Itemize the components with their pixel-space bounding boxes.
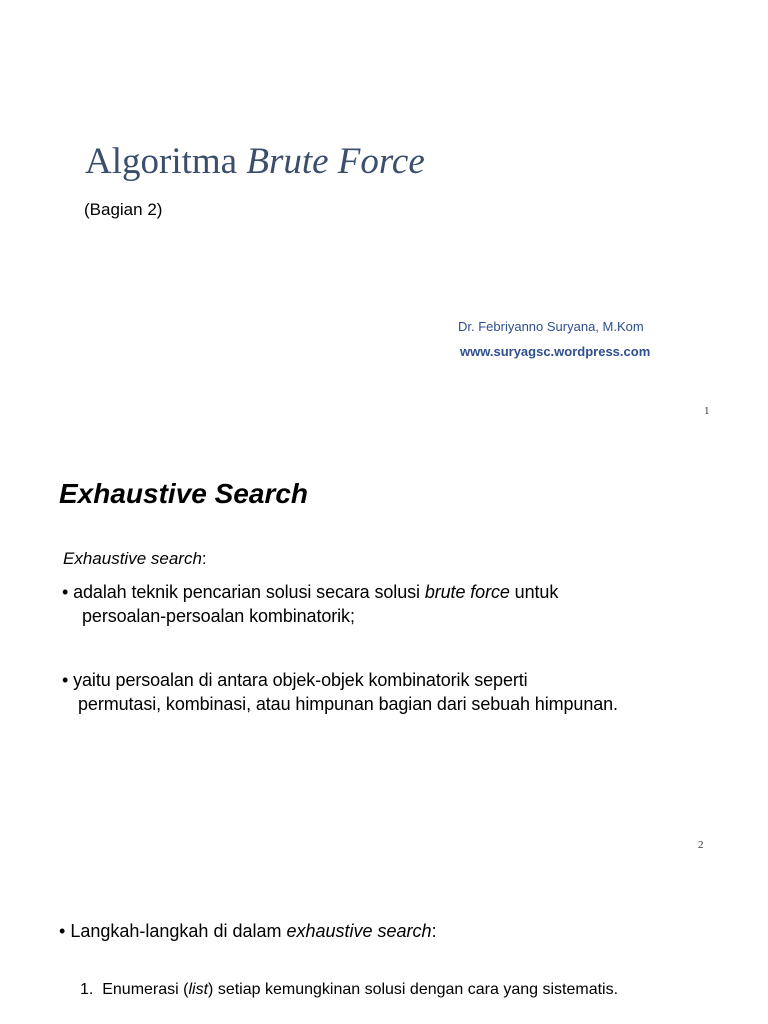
- slide1-title: [85, 140, 425, 183]
- author-name: Dr. Febriyanno Suryana, M.Kom: [458, 319, 644, 334]
- bullet-1-after: untuk: [509, 582, 559, 602]
- bullet-1-italic: brute force: [424, 582, 510, 602]
- slide3-bullet: [59, 921, 437, 942]
- title-plain: Algoritma: [85, 141, 247, 182]
- step-text: Enumerasi (: [102, 981, 189, 998]
- intro-colon: :: [201, 549, 207, 568]
- bullet-icon: •: [62, 582, 69, 602]
- step-text-after: ) setiap kemungkinan solusi dengan cara yang sistematis.: [208, 981, 619, 998]
- bullet-1-line-1: [62, 582, 558, 603]
- bullet-1-line-2: persoalan-persoalan kombinatorik;: [82, 606, 355, 626]
- page-number-1: 1: [704, 405, 710, 417]
- page-number-2: 2: [698, 839, 704, 851]
- slide1-subtitle: (Bagian 2): [84, 200, 163, 219]
- step-1: [80, 981, 618, 999]
- bullet-icon: •: [59, 921, 66, 941]
- slide2-title: Exhaustive Search: [59, 478, 309, 509]
- bullet-1-text: adalah teknik pencarian solusi secara solusi: [73, 582, 425, 602]
- bullet-2-line-2: permutasi, kombinasi, atau himpunan bagian dari sebuah himpunan.: [78, 694, 618, 714]
- slide3-bullet-colon: :: [431, 921, 437, 941]
- step-number: 1.: [80, 981, 94, 998]
- bullet-icon: •: [62, 670, 69, 690]
- author-url: www.suryagsc.wordpress.com: [460, 344, 651, 359]
- bullet-2-line-1: [62, 670, 528, 691]
- intro-term: Exhaustive search: [63, 549, 202, 568]
- bullet-2-text: yaitu persoalan di antara objek-objek kombinatorik seperti: [73, 670, 528, 690]
- step-italic: list: [188, 981, 209, 998]
- slide3-bullet-italic: exhaustive search: [286, 921, 432, 941]
- slide3-bullet-text: Langkah-langkah di dalam: [70, 921, 287, 941]
- title-italic: Brute Force: [246, 141, 425, 182]
- slide2-intro: [63, 549, 207, 569]
